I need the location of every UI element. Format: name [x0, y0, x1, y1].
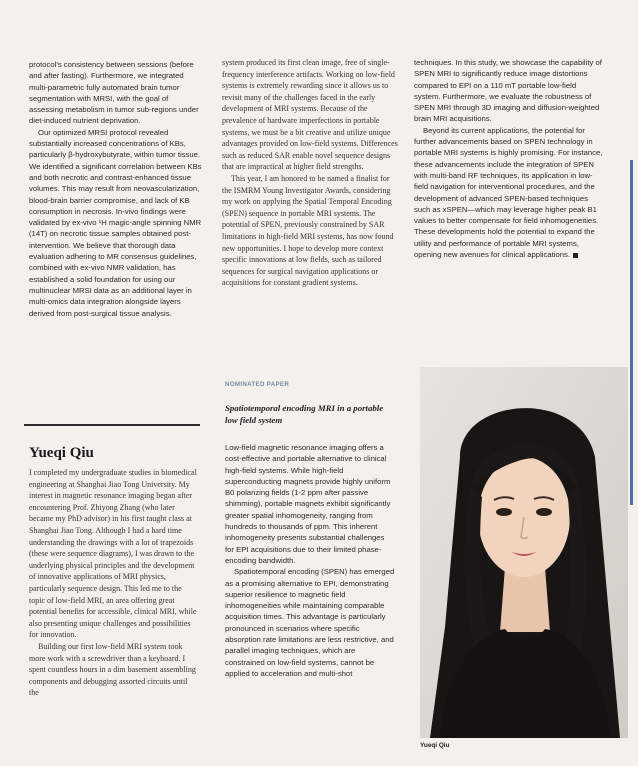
- accent-bar: [630, 160, 633, 505]
- abstract-paragraph-1: Low-field magnetic resonance imaging offers a cost-effective and portable alternative to clinical high-field systems. While high-field superconducting magnets provide highly uniform B0 polarizing fields (1-2 ppm after passive shimming), portable magnets exhibit significantly greater spatial inhomogeneity, ranging from hundreds to thousands of ppm. This inherent inhomogeneity presents substantial challenges for EPI acquisitions due to their limited phase-encoding bandwidth.: [225, 443, 391, 565]
- author-bio: [29, 467, 199, 699]
- paper-abstract: [225, 442, 395, 679]
- paper-title: Spatiotemporal encoding MRI in a portable low field system: [225, 403, 384, 425]
- col3-paragraph-2-text: Beyond its current applications, the potential for further advancements based on SPEN technology in portable MRI systems is highly promising. For instance, these advancements include the integration of SPEN with multi-band RF techniques, its application in low-field navigation for interventional procedures, and the development of advanced SPEN-based techniques such as xSPEN—which may leverage higher peak B1 values to better compensate for field inhomogeneities. These developments hold the potential to expand the utility and performance of portable MRI systems, opening new avenues for clinical applications.: [414, 125, 603, 260]
- col2-paragraph-2: This year, I am honored to be named a finalist for the ISMRM Young Investigator Awards, considering my work on applying the Spatial Temporal Encoding (SPEN) sequence in portable MRI systems. The potential of SPEN, previously constrained by SAR limitations in high-field MRI systems, has now found new opportunities. I hope to develop more context specific innovations at low fields, such as tailored sequences for surgical navigation applications or acquisitions for constant gradient systems.: [222, 173, 394, 288]
- photo-caption: Yueqi Qiu: [420, 742, 450, 749]
- col1-paragraph-2: Our optimized MRSI protocol revealed substantially increased concentrations of KBs, particularly β-hydroxybutyrate, within tumor tissue. We identified a significant correlation between KBs and both necrotic and contrast-enhanced tissue volumes. This may result from neovascularization, blood-brain barrier compromise, and lack of KB consumption in necrosis. In-vivo findings were validated by ex-vivo ¹H magic-angle spinning NMR (14T) on necrotic tissue samples obtained post-intervention. We believe that thorough data evaluation adhering to MR consensus guidelines, combined with ex-vivo NMR validation, has established a solid foundation for using our multinuclear MRSI data as an additional layer in multi-omics data integration alongside layers derived from post-surgical tissue analysis.: [29, 127, 202, 318]
- nominated-paper-label: NOMINATED PAPER: [225, 381, 290, 388]
- col3-paragraph-1: techniques. In this study, we showcase the capability of SPEN MRI to significantly reduce image distortions compared to EPI on a 110 mT portable low-field system. Furthermore, we evaluate the robustness of SPEN MRI through 3D imaging and diffusion-weighted brain MRI acquisitions.: [414, 58, 602, 124]
- author-bio-paragraph-2: Building our first low-field MRI system took more work with a screwdriver than a keyboard. I spent countless hours in a dim basement assembling components and debugging assorted circuits until the: [29, 641, 196, 698]
- col2-paragraph-1: system produced its first clean image, free of single-frequency interference artifacts. Working on low-field systems is extremely rewarding since it allows us to revisit many of the challenges faced in the early development of MRI systems. Because of the prevalence of hardware imperfections in portable systems, we must be a bit creative and utilize unique advantages provided on low-field systems. Differences such as reduced SAR enable novel sequence designs that are impractical at higher field strengths.: [222, 58, 398, 172]
- col1-paragraph-1: protocol's consistency between sessions (before and after fasting). Furthermore, we integrated multi-parametric fully automated brain tumor segmentation with MRSI, with the goal of assessing metabolism in tumor sub-regions under diet-induced nutrient deprivation.: [29, 60, 199, 126]
- col3-paragraph-2: [414, 125, 604, 261]
- column-1: [29, 59, 204, 319]
- portrait-illustration: [420, 367, 628, 738]
- author-bio-paragraph-1: I completed my undergraduate studies in biomedical engineering at Shanghai Jiao Tong University. My interest in magnetic resonance imaging began after encountering Prof. Zhiyong Zhang (who later became my PhD advisor) in his first taught class at Shanghai Jiao Tong. Although I had a hard time understanding the drawings with a lot of trapezoids (these were sequence diagrams), I was drawn to the underlying physical principles and the development of innovative applications of MRI physics, particularly sequence design. This led me to the topic of low-field MRI, an area offering great potential benefits for accessible, clinical MRI, while also presenting unique challenges and possibilities for innovation.: [29, 468, 197, 640]
- column-2: [222, 57, 398, 289]
- abstract-paragraph-2: Spatiotemporal encoding (SPEN) has emerged as a promising alternative to EPI, demonstrating superior resilience to magnetic field inhomogeneities while maintaining comparable acquisition times. This advantage is particularly pronounced in scenarios where specific absorption rate limitations are less restrictive, and parallel imaging techniques, which are constrained on low-field systems, cannot be applied to acceleration and multi-shot: [225, 567, 395, 678]
- author-divider: [24, 424, 200, 426]
- author-name: Yueqi Qiu: [29, 445, 94, 461]
- end-mark-icon: [573, 253, 578, 258]
- author-photo: [420, 367, 628, 738]
- column-3: [414, 57, 604, 260]
